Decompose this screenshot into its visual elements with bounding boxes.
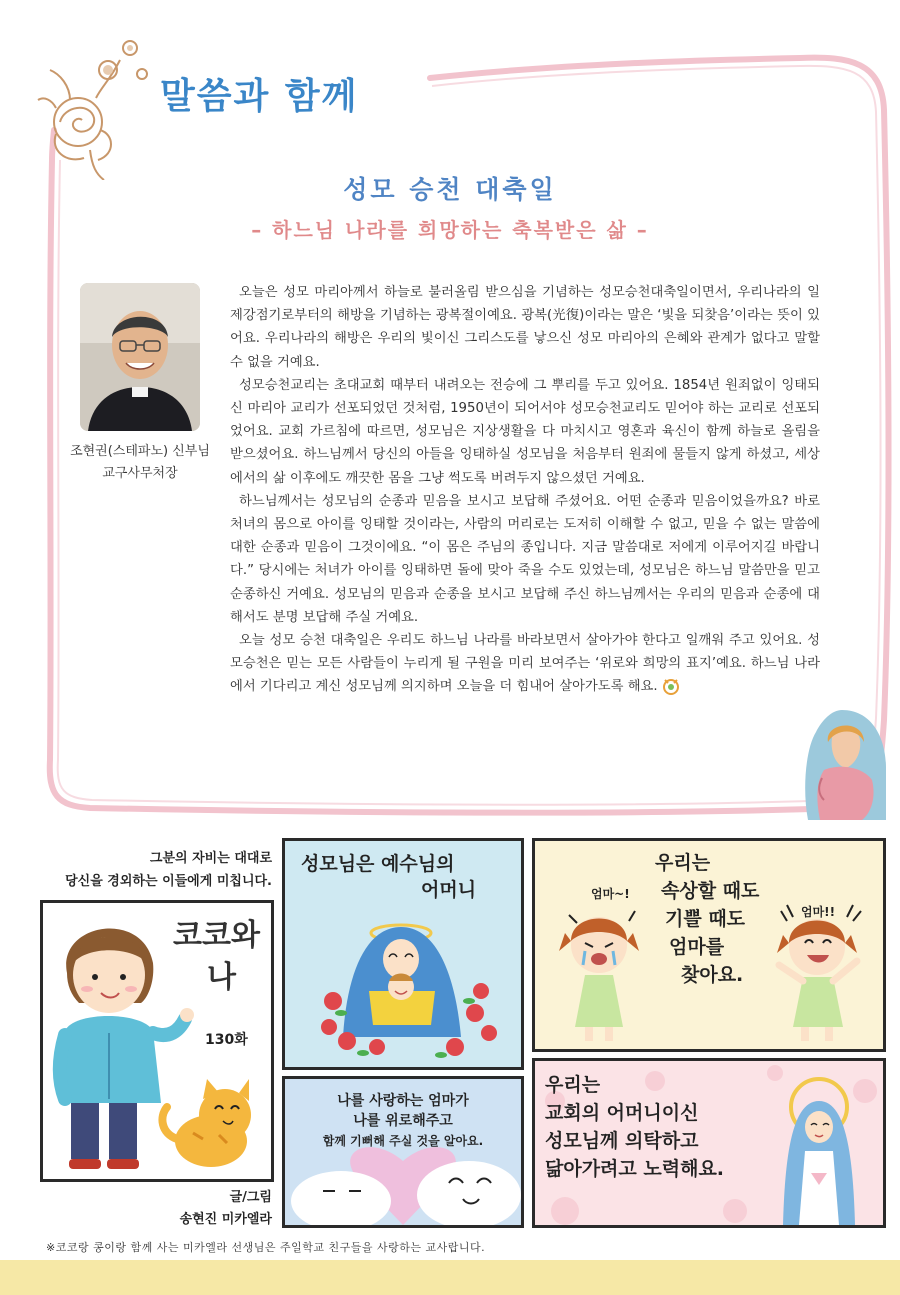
page-title: 성모 승천 대축일	[343, 175, 557, 204]
panel-caption-line: 교회의 어머니이신	[545, 1102, 699, 1124]
panel-caption-line: 함께 기뻐해 주실 것을 알아요.	[322, 1134, 484, 1148]
panel-caption-line: 우리는	[545, 1074, 601, 1096]
comic-intro-line: 당신을 경외하는 이들에게 미칩니다.	[65, 874, 272, 889]
mary-illustration-icon	[802, 708, 888, 820]
panel-caption-line: 나를 사랑하는 엄마가	[337, 1093, 469, 1109]
panel-caption-line: 닮아가려고 노력해요.	[545, 1158, 725, 1180]
article-paragraph	[230, 629, 820, 699]
author-position: 교구사무처장	[102, 466, 178, 481]
comic-panel-5	[532, 1058, 886, 1228]
panel-caption-line: 기쁠 때도	[665, 908, 746, 930]
comic-panel-4	[282, 1076, 524, 1228]
end-mark-icon	[660, 677, 682, 695]
credit-label: 글/그림	[229, 1190, 272, 1205]
panel-caption-line: 우리는	[655, 852, 711, 874]
author-caption	[60, 441, 220, 485]
comic-title-line: 나	[207, 960, 236, 995]
panel-caption	[285, 1091, 521, 1151]
article-paragraph: 하느님께서는 성모님의 순종과 믿음을 보시고 보답해 주셨어요. 어떤 순종과 믿음이었을까요? 바로 처녀의 몸으로 아이를 잉태할 것이라는, 사람의 머리로는 도저히 이해할 수 없고, 믿을 수 없는 말씀에 대한 순종과 믿음이 그것이에요. “이 몸은 주님의 종입니다. 지금 말씀대로 저에게 이루어지길 바랍니다.” 당시에는 처녀가 아이를 잉태하면 돌에 맞아 죽을 수도 있었는데, 성모님은 하느님 말씀만을 믿고 순종하신 거예요. 성모님의 믿음과 순종을 보시고 보답해 주신 하느님께서는 우리의 믿음과 순종에 대해서도 분명 보답해 주실 거예요.	[230, 493, 820, 625]
page-subtitle: – 하느님 나라를 희망하는 축복받은 삶 –	[251, 218, 649, 242]
comic-panel-3	[532, 838, 886, 1052]
episode-number: 130화	[205, 1032, 248, 1048]
article-paragraph: 오늘은 성모 마리아께서 하늘로 불러올림 받으심을 기념하는 성모승천대축일이면서, 우리나라의 일제강점기로부터의 해방을 기념하는 광복절이예요. 광복(光復)이라는 말은 ‘빛을 되찾음’이라는 뜻이 있어요. 우리나라의 해방은 우리의 빛이신 그리스도를 낳으신 성모 마리아의 은혜와 관계가 없다고 말할 수 없을 거예요.	[230, 285, 820, 370]
comic-footnote: ※코코랑 콩이랑 함께 사는 미카엘라 선생님은 주일학교 친구들을 사랑하는 교사랍니다.	[46, 1241, 486, 1254]
comic-title-line: 코코와	[173, 918, 260, 953]
panel-caption-line: 엄마를	[669, 936, 725, 958]
comic-panel-2	[282, 838, 524, 1070]
article-body	[230, 281, 820, 699]
shout-text: 엄마!!	[801, 905, 836, 919]
mary-and-jesus-illustration	[285, 841, 521, 1067]
section-title: 말씀과 함께	[160, 76, 359, 117]
author-photo	[80, 283, 200, 431]
panel-caption-line: 나를 위로해주고	[353, 1113, 453, 1129]
panel-caption-line: 어머니	[421, 879, 477, 901]
panel-caption-line: 성모님은 예수님의	[301, 853, 455, 875]
shout-text: 엄마~!	[591, 887, 630, 901]
comic-intro	[30, 847, 272, 893]
panel-caption-line: 속상할 때도	[661, 880, 760, 902]
panel-caption-line: 찾아요.	[681, 964, 744, 986]
comic-panel-1	[40, 900, 274, 1182]
panel-caption-line: 성모님께 의탁하고	[545, 1130, 699, 1152]
credit-author: 송현진 미카엘라	[179, 1212, 272, 1227]
panel-caption	[651, 849, 759, 989]
article-paragraph: 성모승천교리는 초대교회 때부터 내려오는 전승에 그 뿌리를 두고 있어요. 1854년 원죄없이 잉태되신 마리아 교리가 선포되었던 것처럼, 1950년이 되어서야 성모승천교리도 믿어야 하는 교리로 선포되었어요. 교회 가르침에 따르면, 성모님은 지상생활을 다 마치시고 영혼과 육신이 함께 하늘로 올림을 받으셨어요. 하느님께서 당신의 아들을 잉태하실 성모님을 처음부터 원죄에 물들지 않게 하셨고, 세상에서의 삶 이후에도 깨끗한 몸을 그냥 썩도록 버려두지 않으셨던 거예요.	[230, 377, 820, 486]
author-name: 조현권(스테파노) 신부님	[70, 444, 210, 459]
comic-credit	[140, 1187, 272, 1231]
bottom-bar	[0, 1260, 900, 1295]
comic-title	[173, 915, 260, 999]
comic-intro-line: 그분의 자비는 대대로	[149, 851, 272, 866]
rose-icon	[30, 30, 160, 180]
article-paragraph-text: 오늘 성모 승천 대축일은 우리도 하느님 나라를 바라보면서 살아가야 한다고 일깨워 주고 있어요. 성모승천은 믿는 모든 사람들이 누리게 될 구원을 미리 보여주는 ‘위로와 희망의 표지’예요. 하느님 나라에서 기다리고 계신 성모님께 의지하며 오늘을 더 힘내어 살아가도록 해요.	[230, 633, 820, 695]
panel-caption	[545, 1071, 724, 1183]
